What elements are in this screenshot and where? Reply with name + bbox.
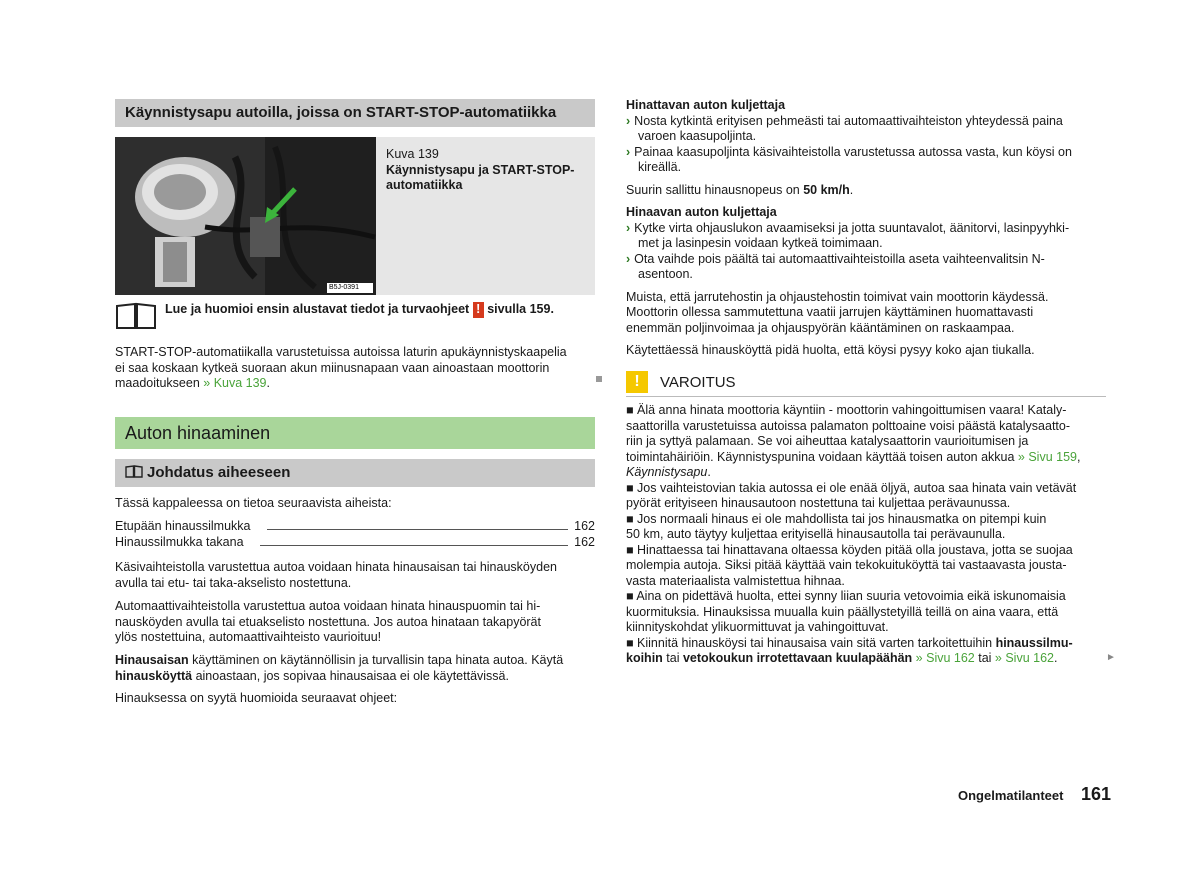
list-item: › Ota vaihde pois päältä tai automaattivaihteistoilla aseta vaihteenvalitsin N- <box>626 251 1045 266</box>
intro-text: Tässä kappaleessa on tietoa seuraavista aiheista: <box>115 496 392 510</box>
automatic-paragraph: Automaattivaihteistolla varustettua autoa voidaan hinata hinauspuomin tai hi- nausköyden avulla tai etuakselisto nostettuna. Jos autoa hinataan takapyörät ylös nostettuina, automaattivaihteisto vaurioituu! <box>115 599 541 644</box>
intro-title: Johdatus aiheeseen <box>147 464 291 481</box>
list-item-cont: met ja lasinpesin voidaan kytkeä toimimaan. <box>638 236 883 250</box>
image-code: B5J-0391 <box>329 284 359 291</box>
page-link[interactable]: » Sivu 162 <box>912 651 975 665</box>
section-end-marker <box>596 376 602 382</box>
book-icon <box>115 300 157 335</box>
caption-title-2: automatiikka <box>386 178 463 192</box>
manual-gear-paragraph: Käsivaihteistolla varustettua autoa voidaan hinata hinausaisan tai hinausköyden avulla tai etu- tai taka-akselisto nostettuna. <box>115 560 557 590</box>
brake-paragraph: Muista, että jarrutehostin ja ohjaustehostin toimivat vain moottorin käydessä. Moottorin ollessa sammutettuna vaatii jarrujen käyttäminen huomattavasti enemmän poljinvoimaa ja ohjauspyörän kääntäminen on raskaampaa. <box>626 289 1049 335</box>
speed-limit: Suurin sallittu hinausnopeus on 50 km/h. <box>626 182 854 197</box>
list-item: › Nosta kytkintä erityisen pehmeästi tai automaattivaihteiston yhteydessä paina <box>626 113 1063 128</box>
page-link[interactable]: » Sivu 162 <box>994 651 1054 665</box>
tow-bar-paragraph: Hinausaisan käyttäminen on käytännöllisin ja turvallisin tapa hinata autoa. Käytä hinausköyttä ainoastaan, jos sopivaa hinausaisaa ei ole käytettävissä. <box>115 653 564 683</box>
list-item-cont: varoen kaasupoljinta. <box>638 129 757 143</box>
right-column <box>626 98 1106 359</box>
towed-driver-title: Hinattavan auton kuljettaja <box>626 98 786 112</box>
figure-link[interactable]: » Kuva 139 <box>203 376 267 390</box>
page-number: 161 <box>1081 784 1112 804</box>
chapter-header <box>115 417 595 449</box>
toc-row[interactable]: Hinaussilmukka takana 162 <box>115 535 595 549</box>
caption-number: Kuva 139 <box>386 147 439 161</box>
rope-paragraph: Käytettäessä hinausköyttä pidä huolta, että köysi pysyy koko ajan tiukalla. <box>626 343 1035 357</box>
caption-title-1: Käynnistysapu ja START-STOP- <box>386 162 575 177</box>
list-item-cont: asentoon. <box>638 267 693 281</box>
towing-driver-title: Hinaavan auton kuljettaja <box>626 205 777 219</box>
list-item: › Kytke virta ohjauslukon avaamiseksi ja jotta suuntavalot, äänitorvi, lasinpyyhki- <box>626 220 1070 235</box>
engine-photo <box>115 137 376 295</box>
list-item-cont: kireällä. <box>638 160 682 174</box>
engine-photo-illustration <box>115 137 376 295</box>
instructions-intro: Hinauksessa on syytä huomioida seuraavat ohjeet: <box>115 691 398 705</box>
start-stop-paragraph: START-STOP-automatiikalla varustetuissa autoissa laturin apukäynnistyskaapelia ei saa koskaan kytkeä suoraan akun miinusnapaan vaan ainoastaan moottorin maadoitukseen » Kuva 139. <box>115 345 567 390</box>
section-title: Käynnistysapu autoilla, joissa on START-STOP-automatiikka <box>125 104 557 121</box>
chapter-title: Auton hinaaminen <box>125 423 271 443</box>
list-item: › Painaa kaasupoljinta käsivaihteistolla varustetussa autossa vasta, kun köysi on <box>626 144 1072 159</box>
warning-icon: ! <box>473 302 484 318</box>
toc-list <box>115 518 595 550</box>
warning-divider <box>626 396 1106 397</box>
notice-text: Lue ja huomioi ensin alustavat tiedot ja turvaohjeet ! sivulla 159. <box>165 302 554 316</box>
book-small-icon <box>125 459 147 487</box>
warning-body: ■ Älä anna hinata moottoria käyntiin - moottorin vahingoittumisen vaara! Kataly- saattorilla varustetuissa autoissa palamaton polttoaine voisi päästä katalysaatto- riin ja syttyä palamaan. Se voi aiheuttaa katalysaattorin vaurioitumisen ja toimintahäiriöin. Käynnistyspunina voidaan käyttää toisen auton akkua » Sivu 159, Käynnistysapu. ■ Jos vaihteistovian takia autossa ei ole enää öljyä, autoa saa hinata vain vetävät pyörät erityiseen hinausautoon nostettuna tai kuljettaa perävaunussa. ■ Jos normaali hinaus ei ole mahdollista tai jos hinausmatka on pitempi kuin 50 km, auto täytyy kuljettaa erityisellä hinausautolla tai perävaunulla. ■ Hinattaessa tai hinattavana oltaessa köyden pitää olla joustava, jotta se suojaa molempia autoja. Siksi pitää käyttää vain tekokuituköyttä tai vastaavasta jousta- vasta materiaalista valmistettua hihnaa. ■ Aina on pidettävä huolta, ettei synny liian suuria vetovoimia eikä iskunomaisia kuormituksia. Hinauksissa muualla kuin päällystetyillä teillä on aina vaara, että kiinnityskohdat ylikuormittuvat ja vahingoittuvat. ■ Kiinnitä hinausköysi tai hinausaisa vain sitä varten tarkoitettuihin hinaussilmu- koihin tai vetokoukun irrotettavaan kuulapäähän » Sivu 162 tai » Sivu 162. <box>626 403 1081 665</box>
intro-header <box>115 459 595 487</box>
section-header <box>115 99 595 127</box>
notice-page-ref: sivulla 159. <box>487 302 554 316</box>
continue-arrow-icon: ► <box>1106 652 1116 663</box>
page-link[interactable]: » Sivu 159 <box>1017 449 1077 464</box>
figure-caption <box>386 147 574 194</box>
warning-title: VAROITUS <box>660 374 736 391</box>
warning-icon: ! <box>626 371 648 393</box>
footer-chapter: Ongelmatilanteet <box>958 788 1064 803</box>
toc-row[interactable]: Etupään hinaussilmukka 162 <box>115 519 595 533</box>
